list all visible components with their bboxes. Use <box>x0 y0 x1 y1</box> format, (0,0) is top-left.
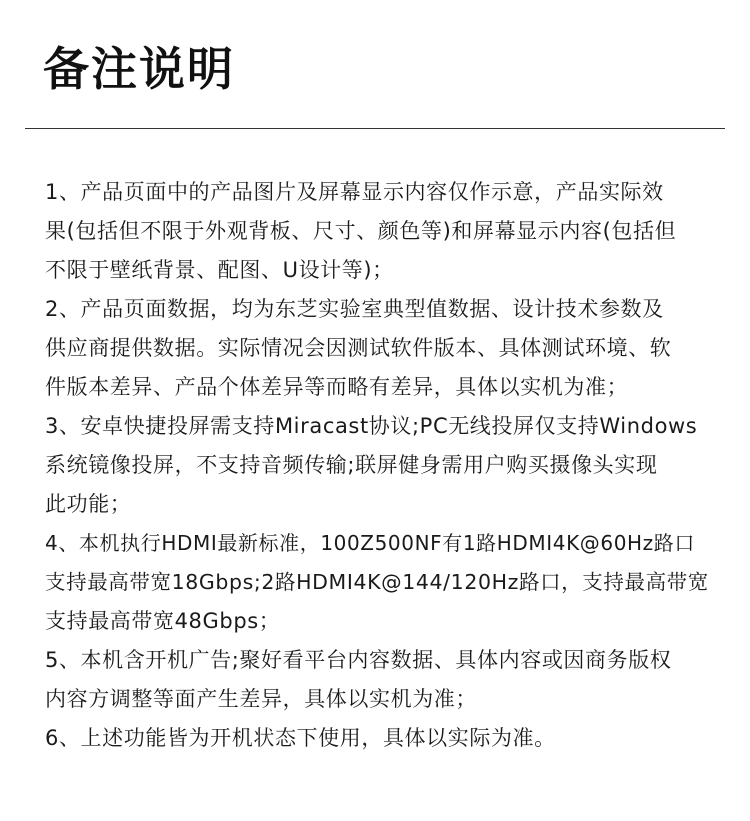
note-line: 内容方调整等面产生差异，具体以实机为准； <box>45 687 477 711</box>
note-line: 3、安卓快捷投屏需支持Miracast协议;PC无线投屏仅支持Windows <box>45 414 698 438</box>
note-line: 果(包括但不限于外观背板、尺寸、颜色等)和屏幕显示内容(包括但 <box>45 219 677 243</box>
note-item-6 <box>45 719 710 758</box>
note-line: 此功能； <box>45 492 132 516</box>
note-item-2 <box>45 290 710 407</box>
note-item-5 <box>45 641 710 719</box>
note-line: 件版本差异、产品个体差异等而略有差异，具体以实机为准； <box>45 375 629 399</box>
note-line: 5、本机含开机广告;聚好看平台内容数据、具体内容或因商务版权 <box>45 648 672 672</box>
note-line: 2、产品页面数据，均为东芝实验室典型值数据、设计技术参数及 <box>45 297 664 321</box>
note-line: 系统镜像投屏，不支持音频传输;联屏健身需用户购买摄像头实现 <box>45 453 658 477</box>
note-item-4 <box>45 524 710 641</box>
notes-list <box>45 173 710 758</box>
note-line: 1、产品页面中的产品图片及屏幕显示内容仅作示意，产品实际效 <box>45 180 664 204</box>
note-item-1 <box>45 173 710 290</box>
note-line: 支持最高带宽18Gbps;2路HDMI4K@144/120Hz路口，支持最高带宽 <box>45 570 709 594</box>
note-line: 6、上述功能皆为开机状态下使用，具体以实际为准。 <box>45 726 556 750</box>
title-divider <box>25 128 725 129</box>
note-line: 支持最高带宽48Gbps； <box>45 609 281 633</box>
note-line: 不限于壁纸背景、配图、U设计等)； <box>45 258 394 282</box>
note-line: 4、本机执行HDMI最新标准，100Z500NF有1路HDMI4K@60Hz路口 <box>45 531 695 555</box>
note-item-3 <box>45 407 710 524</box>
page-title: 备注说明 <box>43 42 235 96</box>
note-line: 供应商提供数据。实际情况会因测试软件版本、具体测试环境、软 <box>45 336 672 360</box>
